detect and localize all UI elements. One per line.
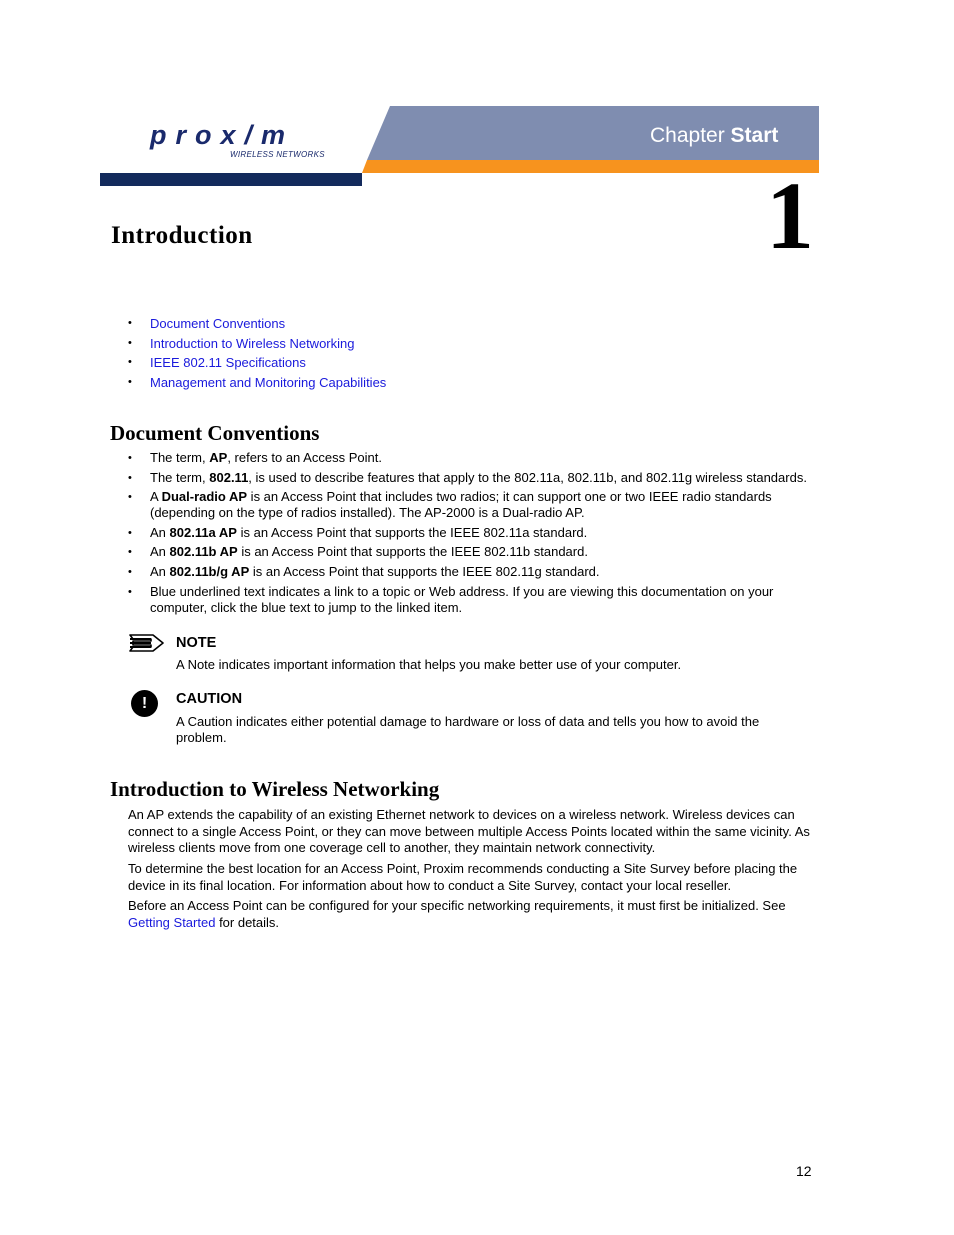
convention-item — [128, 525, 823, 541]
toc-link-management-monitoring[interactable]: Management and Monitoring Capabilities — [150, 374, 387, 390]
chapter-label-light: Chapter — [650, 124, 731, 147]
convention-text: is an Access Point that supports the IEEE 802.11g standard. — [249, 563, 600, 579]
logo-wordmark: prox/m — [150, 120, 295, 150]
convention-text: The term, — [150, 469, 210, 485]
convention-text: , refers to an Access Point. — [227, 450, 382, 465]
convention-text: A — [150, 489, 162, 505]
paragraph-site-survey: To determine the best location for an Access Point, Proxim recommends conducting a Site Survey before placing the device in its final location. For information about how to conduct a Site Survey, contact your local reseller. — [128, 861, 798, 893]
chapter-label — [650, 124, 778, 148]
proxim-logo — [148, 118, 328, 162]
heading-wireless-networking: Introduction to Wireless Networking — [110, 777, 440, 801]
convention-text: , is used to describe features that apply to the 802.11a, 802.11b, and 802.11g wireless standards. — [248, 469, 807, 485]
conventions-list — [128, 450, 823, 619]
convention-item — [128, 564, 823, 580]
convention-text: is an Access Point that includes two radios; it can support one or two IEEE radio standards (depending on the type of radios installed). The AP-2000 is a Dual-radio AP. — [150, 489, 772, 521]
banner-navy-bar — [100, 173, 362, 186]
paragraph-initialization — [128, 898, 818, 931]
convention-text: An — [150, 544, 170, 560]
convention-text: An — [150, 563, 170, 579]
toc-link-document-conventions[interactable]: Document Conventions — [150, 316, 286, 331]
paragraph-text: Before an Access Point can be configured for your specific networking requirements, it must first be initialized. See — [128, 898, 786, 913]
note-body: A Note indicates important information that helps you make better use of your computer. — [176, 657, 682, 672]
caution-icon: ! — [131, 690, 158, 717]
convention-term: 802.11b/g AP — [169, 563, 250, 579]
convention-text: is an Access Point that supports the IEEE 802.11b standard. — [237, 544, 588, 560]
convention-term: 802.11a AP — [169, 524, 237, 540]
convention-item — [128, 489, 823, 521]
toc-item — [128, 314, 386, 334]
heading-document-conventions: Document Conventions — [110, 421, 320, 445]
convention-term: 802.11 — [209, 469, 249, 485]
toc-link-wireless-networking[interactable]: Introduction to Wireless Networking — [150, 335, 355, 351]
toc-item — [128, 334, 386, 354]
paragraph-ap-overview: An AP extends the capability of an existing Ethernet network to devices on a wireless network. Wireless devices can connect to a single Access Point, or they can move between multiple Access Points located within the same vicinity. As wireless clients move from one coverage cell to another, they maintain network connectivity. — [128, 807, 810, 855]
convention-term: AP — [209, 450, 228, 465]
convention-text: An — [150, 524, 170, 540]
toc-list — [128, 314, 386, 392]
toc-item — [128, 353, 386, 373]
convention-item — [128, 450, 823, 466]
convention-term: Dual-radio AP — [161, 489, 248, 505]
toc-item — [128, 373, 386, 393]
convention-term: 802.11b AP — [169, 544, 238, 560]
caution-body: A Caution indicates either potential damage to hardware or loss of data and tells you how to avoid the problem. — [176, 714, 760, 745]
note-arrow-icon — [129, 634, 165, 652]
convention-text: Blue underlined text indicates a link to a topic or Web address. If you are viewing this documentation on your computer, click the blue text to jump to the linked item. — [150, 583, 774, 615]
getting-started-link[interactable]: Getting Started — [128, 914, 216, 930]
convention-text: is an Access Point that supports the IEEE 802.11a standard. — [236, 524, 588, 540]
chapter-label-bold: Start — [730, 124, 779, 147]
banner-orange-band — [362, 160, 819, 173]
page-number: 12 — [796, 1163, 812, 1179]
logo-subtext: WIRELESS NETWORKS — [230, 150, 325, 159]
toc-link-ieee-specifications[interactable]: IEEE 802.11 Specifications — [150, 355, 306, 370]
chapter-number: 1 — [766, 162, 814, 269]
note-title: NOTE — [176, 635, 217, 651]
caution-title: CAUTION — [176, 691, 243, 707]
convention-item — [128, 544, 823, 560]
convention-text: The term, — [150, 450, 210, 465]
convention-item — [128, 470, 823, 486]
convention-item — [128, 584, 823, 616]
page-title: Introduction — [111, 222, 253, 249]
paragraph-text: for details. — [215, 914, 280, 930]
